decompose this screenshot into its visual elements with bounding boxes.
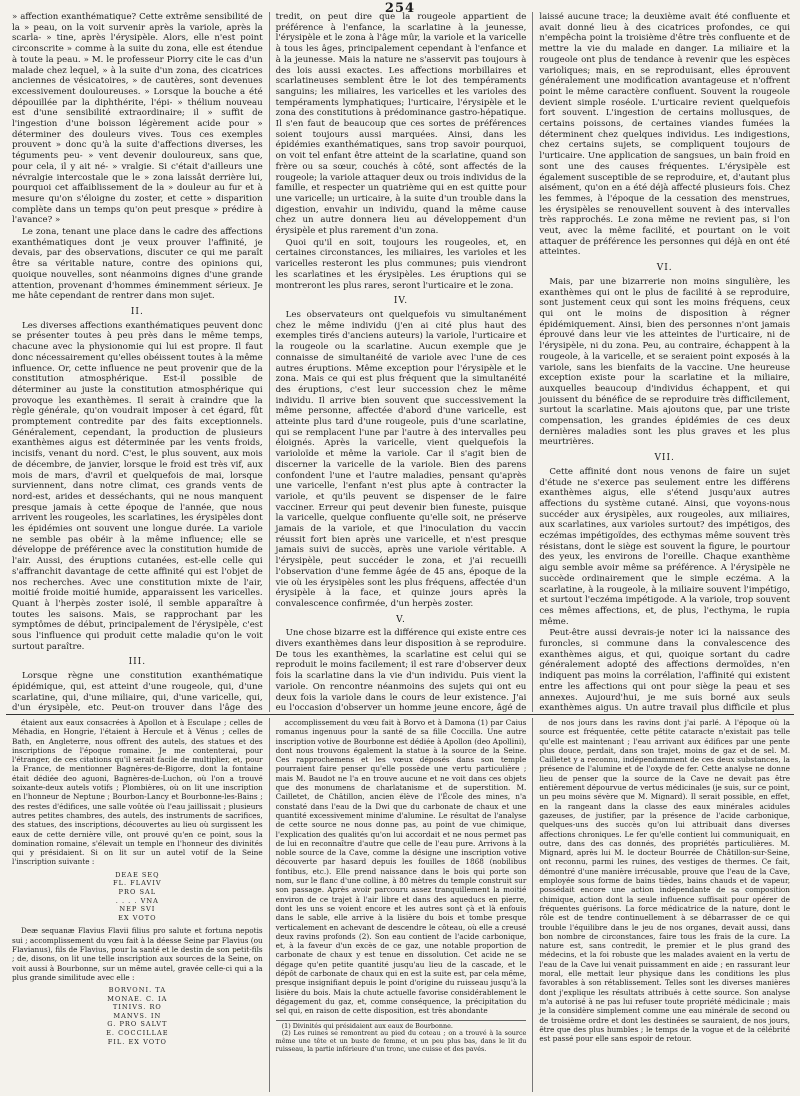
inscription-line: NEP SVI (119, 905, 156, 914)
page-number: 254 (384, 1, 416, 16)
inscription-sequana (12, 871, 263, 923)
section-heading: III. (128, 657, 147, 668)
article-paragraph: » affection exanthématique? Cette extrême sensibilité de la » peau, on la voit survenir après la variole, après la scarla- » tine, après l'érysipèle. Alors, elle n'est point circonscrite » comme à la suite du zona, elle est étendue à toute la peau. » M. le professeur Piorry cite le cas d'un malade chez lequel, » à la suite d'un zona, des cicatrices anciennes de vésicatoires, » de cautères, sont devenues excessivement douloureuses. » Lorsque la bouche a été dépouillée par la diphthérite, l'épi- » thélium nouveau est d'une sensibilité extraordinaire; il » suffit de l'ingestion d'une boisson légèrement acide pour » déterminer des douleurs vives. Tous ces exemples prouvent » donc qu'à la suite d'affections diverses, les téguments peu- » vent devenir douloureux, sans que, pour cela, il y ait né- » vralgie. Si c'était d'ailleurs une névralgie intercostale que le » zona laissât derrière lui, pourquoi cet affaiblissement de la » douleur au fur et à mesure qu'on s'éloigne du zoster, et cette » disparition complète dans un temps qu'on peut presque » prédire à l'avance? » (12, 12, 263, 226)
feuilleton-column-1 (6, 718, 269, 1092)
feuilleton (6, 718, 796, 1092)
article-paragraph: Peut-être aussi devrais-je noter ici la naissance des furoncles, si commune dans la convalescence des exanthèmes aigus, et qui, quoique sortant du cadre généralement adopté des affections dermoïdes, n'en indiquent pas moins la corrélation, l'affinité qui existent entre les affections qui ont pour siège la peau et ses annexes. Aujourd'hui, je me suis borné aux seuls exanthèmes aigus. Un autre travail plus difficile et plus (539, 628, 791, 712)
article-paragraph: Mais, par une bizarrerie non moins singulière, les exanthèmes qui ont le plus de facilité à se reproduire, sont justement ceux qui sont les moins fréquens, ceux qui ont le moins de disposition à régner épidémiquement. Ainsi, bien des personnes n'ont jamais éprouvé dans leur vie les atteintes de l'urticaire, ni de l'érysipèle, ni du zona. Peu, au contraire, échappent à la rougeole, à la varicelle, et se seraient point exposés à la variole, sans les bienfaits de la vaccine. Une heureuse exception existe pour la scarlatine et la miliaire, auxquelles beaucoup d'individus échappent, et qui jouissent du bénéfice de se reproduire très difficilement, surtout la scarlatine. Mais ajoutons que, par une triste compensation, les grandes épidémies de ces deux dernières maladies sont les plus graves et les plus meurtrières. (539, 276, 791, 448)
feuilleton-paragraph: accomplissement du vœu fait à Borvo et à Damona (1) par Caius romanus ingenuus pour la santé de sa fille Coccilla. Une autre inscription votive de Bourbonne est dédiée à Apollon (deo Apollini), dont nous trouvons également la statue à la source de la Seine. Ces rapprochemens et les vœux déposés dans son temple pourraient faire penser qu'elle possède une vertu particulière ; mais M. Baudot ne l'a en trouve aucune et ne voit dans ces objets que des monumens de charlatanisme et de superstition. M. Cailletet, de Châtillon, ancien élève de l'École des mines, n'a constaté dans l'eau de la Dwi que du carbonate de chaux et une quantité excessivement minime d'alumine. Le résultat de l'analyse de cette source ne nous donne pas, au point de vue chimique, l'explication des qualités qu'on lui accordait et ne nous permet pas de lui en reconnaître d'autre que celle de l'eau pure. Arrivons à la noble source de la Cave, comme la désigne une inscription votive découverte par hasard depuis les fouilles de 1868 (nobilibus fontibus, etc.). Elle prend naissance dans le bois qui porte son nom, sur le flanc d'une colline, à 80 mètres du temple construit sur son passage. Après avoir parcouru assez tranquillement la moitié environ de ce trajet à l'air libre et dans des aqueducs en pierre, dont les uns se voient encore et les autres sont çà et là enfouis dans le sable, elle arrive à la lisière du bois et tombe presque verticalement en achevant de descendre le côteau, où elle a creusé deux ravins profonds (2). Son eau contient de l'acide carbonique, et, à la faveur d'un excès de ce gaz, une notable proportion de carbonate de chaux y est tenue en dissolution. Cet acide ne se dégage qu'en petite quantité jusqu'au lieu de la cascade, et le dépôt de carbonate de chaux qui en est la suite est, par cela même, presque insignifiant depuis le point d'origine du ruisseau jusqu'à la lisière du bois. Mais la chute actuelle favorise considérablement le dégagement du gaz, et, comme conséquence, la précipitation du sel qui, en raison de cette disposition, est très abondante (275, 718, 527, 1016)
article-paragraph: Le zona, tenant une place dans le cadre des affections exanthématiques dont je veux prouver l'affinité, je devais, par des observations, discuter ce qui me paraît être sa véritable nature, contre des opinions qui, quoique nouvelles, sont néanmoins dignes d'une grande attention, provenant d'hommes éminemment sérieux. Je me hâte cependant de rentrer dans mon sujet. (12, 227, 263, 302)
footnote: (2) Les ruines se remontrent au pied du coteau ; on a trouvé à la source même une tête et un buste de femme, et un peu plus bas, dans le lit du ruisseau, la partie inférieure d'un tronc, une cuisse et des pavés. (275, 1029, 527, 1053)
section-heading: VII. (654, 453, 675, 464)
feuilleton-paragraph: étaient aux eaux consacrées à Apollon et à Esculape ; celles de Méhadia, en Hongrie, l'étaient à Hercule et à Vénus ; celles de Bath, en Angleterre, nous offrent des autels, des statues et des inscriptions de l'époque romaine. Je me contenterai, pour l'étranger, de ces citations qu'il serait facile de multiplier, et, pour la France, de mentionner Bagnères-de-Bigorre, dont la fontaine était dédiée deo aguoni, Bagnères-de-Luchon, où l'on a trouvé soixante-deux autels votifs ; Plombières, où on lit une inscription en l'honneur de Neptune ; Bourbon-Lancy et Bourbonne-les-Bains ; des restes d'édifices, une salle voûtée où l'eau jaillissait ; plusieurs autres petites chambres, des autels, des instruments de sacrifices, des statues, des inscriptions, découvertes au lieu où surgissent les eaux de cette dernière ville, ont prouvé qu'en ce point, sous la domination romaine, s'élevait un temple en l'honneur des divinités qui y présidaient. Si on lit sur un autel votif de la Seine l'inscription suivante : (12, 718, 263, 867)
article-paragraph: Cette affinité dont nous venons de faire un sujet d'étude ne s'exerce pas seulement entre les différens exanthèmes aigus, elle s'étend jusqu'aux autres affections du système cutané. Ainsi, que voyons-nous succéder aux érysipèles, aux rougeoles, aux miliaires, aux scarlatines, aux varioles surtout? des impétigos, des eczémas impétigoïdes, des ecthymas même souvent très résistans, dont le siège est souvent la figure, le pourtour des yeux, les environs de l'oreille. Chaque exanthème aigu semble avoir même sa préférence. A l'érysipèle ne succède ordinairement que le simple eczéma. A la scarlatine, à la rougeole, à la miliaire souvent l'impétigo, et surtout l'eczéma impétigode. A la variole, trop souvent ces mêmes affections, et, de plus, l'ecthyma, le rupia même. (539, 466, 791, 627)
section-heading: VI. (656, 263, 673, 274)
article-paragraph: Les diverses affections exanthématiques peuvent donc se présenter toutes à peu près dans le même temps, chacune avec la physionomie qui lui est propre. Il faut donc nécessairement qu'elles obéissent toutes à la même influence. Or, cette influence ne peut provenir que de la constitution atmosphérique. Est-il possible de déterminer au juste la constitution atmosphérique qui provoque les exanthèmes. Il serait à craindre que la règle générale, qu'on voudrait imposer à cet égard, fût promptement contredite par des faits exceptionnels. Généralement, cependant, la production de plusieurs exanthèmes aigus est déterminée par les vents froids, incisifs, venant du nord. C'est, le plus souvent, aux mois de décembre, de janvier, lorsque le froid est très vif, aux mois de mars, d'avril et quelquefois de mai, lorsque surviennent, dans notre climat, ces grands vents de nord-est, arides et desséchants, qui ne nous manquent presque jamais à cette époque de l'année, que nous arrivent les rougeoles, les scarlatines, les érysipèles dont les épidémies ont souvent une longue durée. La variole ne semble pas obéir à la même influence; elle se développe de préférence avec la constitution humide de l'air. Aussi, des éruptions cutanées, est-elle celle qui s'affranchit davantage de cette affinité qui est l'objet de nos recherches. Avec une constitution mixte de l'air, moitié froide moitié humide, apparaissent les varicelles. Quant à l'herpès zoster isolé, il semble apparaître à toutes les saisons. Mais, se rapprochant par les symptômes de début, principalement de l'érysipèle, c'est sous l'influence qui produit cette maladie qu'on le voit surtout paraître. (12, 320, 263, 652)
feuilleton-column-2 (269, 718, 533, 1092)
article-paragraph: laissé aucune trace; la deuxième avait été confluente et avait donné lieu à des cicatrices profondes, ce qui n'empêcha point la troisième d'être très confluente et de mettre la vie du malade en danger. La miliaire et la rougeole ont plus de tendance à revenir que les espèces varioliques; mais, en se reproduisant, elles éprouvent généralement une modification avantageuse et n'offrent point le même caractère confluent. Souvent la rougeole devient simple roséole. L'urticaire revient quelquefois fort souvent. L'ingestion de certains mollusques, de certains poissons, de certaines viandes fumées la déterminent chez quelques individus. Les indigestions, chez certains sujets, se compliquent toujours de l'urticaire. Une application de sangsues, un bain froid en sont une des causes fréquentes. L'érysipèle est également susceptible de se reproduire, et, d'autant plus aisément, qu'on en a été déjà affecté plusieurs fois. Chez les femmes, à l'époque de la cessation des menstrues, les érysipèles se renouvellent souvent à des intervalles très rapprochés. Le zona même ne revient pas, si l'on veut, avec la même facilité, et pourtant on le voit attaquer de préférence les personnes qui déjà en ont été atteintes. (539, 12, 791, 258)
article-column-3 (532, 12, 796, 712)
article-paragraph: Quoi qu'il en soit, toujours les rougeoles, et, en certaines circonstances, les miliaires, les varioles et les varicelles resteront les plus communes; puis viendront les scarlatines et les érysipèles. Les éruptions qui se montreront les plus rares, seront l'urticaire et le zona. (275, 237, 527, 291)
inscription-line: TINIVS. RO (112, 1003, 162, 1012)
article-paragraph: tredit, on peut dire que la rougeole appartient de préférence à l'enfance, la scarlatine à la jeunesse, l'érysipèle et le zona à l'âge mûr, la variole et la varicelle à tous les âges, principalement cependant à l'enfance et à la jeunesse. Mais la nature ne s'asservit pas toujours à des lois aussi exactes. Les affections morbillaires et scarlatineuses semblent être le lot des tempéraments sanguins; les miliaires, les varicelles et les varioles des tempéraments lymphatiques; l'urticaire, l'érysipèle et le zona des constitutions à prédominance gastro-hépatique. Il s'en faut de beaucoup que ces sortes de préférences soient toujours aussi marquées. Ainsi, dans les épidémies exanthématiques, sans trop savoir pourquoi, on voit tel enfant être atteint de la scarlatine, quand son frère ou sa sœur, couchés à côté, sont affectés de la rougeole; la variole attaquer deux ou trois individus de la famille, et respecter un quatrième qui en est quitte pour une varicelle; un urticaire, à la suite d'un trouble dans la digestion, envahir un individu, quand la même cause chez un autre donnera lieu au développement d'un érysipèle et plus rarement d'un zona. (275, 12, 527, 237)
inscription-line: G. PRO SALVT (107, 1020, 168, 1029)
article-paragraph: Lorsque règne une constitution exanthématique épidémique, qui, est atteint d'une rougeole, qui, d'une scarlatine, qui, d'une miliaire, qui, d'une varicelle, qui, d'un érysipèle, etc. Peut-on trouver dans l'âge des (12, 671, 263, 712)
inscription-line: . . . . VNA (115, 896, 159, 905)
footnote: (1) Divinités qui présidaient aux eaux de Bourbonne. (281, 1021, 453, 1030)
article-paragraph: Les observateurs ont quelquefois vu simultanément chez le même individu (j'en ai cité plus haut des exemples tirés d'anciens auteurs) la variole, l'urticaire et la rougeole ou la scarlatine. Aucun exemple que je connaisse de simultanéité de variole avec l'une de ces autres éruptions. Même exception pour l'érysipèle et le zona. Mais ce qui est plus fréquent que la simultanéité des éruptions, c'est leur succession chez le même individu. Il arrive bien souvent que successivement la même personne, affectée d'abord d'une varicelle, est atteinte plus tard d'une rougeole, puis d'une scarlatine, qui se remplacent l'une par l'autre à des intervalles peu éloignés. Après la varicelle, vient quelquefois la varioloïde et même la variole. Car il s'agit bien de discerner la varicelle de la variole. Bien des parens confondent l'une et l'autre maladies, pensant qu'après une varicelle, l'enfant n'est plus apte à contracter la variole, et qu'ils peuvent se dispenser de le faire vacciner. Erreur qui peut devenir bien funeste, puisque la varicelle, quelque confluente qu'elle soit, ne préserve jamais de la variole, et que l'inoculation du vaccin réussit fort bien après une varicelle, et n'est presque jamais suivi de succès, après une variole véritable. A l'érysipèle, peut succéder le zona, et j'ai recueilli l'observation d'une femme âgée de 45 ans, époque de la vie où les érysipèles sont les plus fréquens, affectée d'un érysipèle à la face, et quinze jours après la convalescence confirmée, d'un herpès zoster. (275, 309, 527, 609)
inscription-line: E. COCCILLAE (106, 1029, 169, 1038)
inscription-line: BORVONI. TA (108, 986, 167, 995)
inscription-line: EX VOTO (118, 913, 157, 922)
main-article (6, 12, 796, 712)
feuilleton-paragraph: de nos jours dans les ravins dont j'ai parlé. A l'époque où la source est fréquentée, cette pétite cataracte n'existait pas telle qu'elle est maintenant ; l'eau arrivant aux édifices par une pente plus douce, perdait, dans son trajet, moins de gaz et de sel. M. Cailletet y a reconnu, indépendamment de ces deux substances, la présence de l'alumine et de l'oxyde de fer. Cette analyse ne donne lieu de penser que la source de la Cave ne devait pas être entièrement dépourvue de vertus médicinales (je suis, sur ce point, un peu moins sévère que M. Mignard). Il serait possible, en effet, en la rangeant dans la classe des eaux minérales acidules gazeuses, de justifier, par la présence de l'acide carbonique, quelques-uns des succès qu'on lui attribuait dans diverses affections chroniques. Le fer qu'elle contient lui communiquait, en outre, dans des cas donnés, des propriétés particulières. M. Mignard, après lui M. le docteur Bourrée de Châtillon-sur-Seine, ont reconnu, parmi les ruines, des vestiges de thermes. Ce fait, démontré d'une manière irrécusable, prouve que l'eau de la Cave, employée sous forme de bains tièdes, bains chauds et de vapeur, possédait encore une action indépendante de sa composition chimique, action dont la seule influence suffisait pour opérer de fréquentes guérisons. La force médicatrice de la nature, dont le rôle est de tendre continuellement à se débarrasser de ce qui trouble l'équilibre dans le jeu de nos organes, devait aussi, dans bon nombre de circonstances, faire tous les frais de la cure. La nature est, sans contredit, le premier et le plus grand des médecins, et la foi robuste que les malades avaient en la vertu de l'eau de la Cave lui venait puissamment en aide ; en rassurant leur moral, elle mettait leur physique dans les conditions les plus favorables à son rétablissement. Telles sont les diverses manières dont j'explique les résultats attribués à cette source. Son analyse m'a autorisé à ne pas lui refuser toute propriété médicinale ; mais je la considère simplement comme une eau minérale de second ou de troisième ordre et dont les destinées se sauraient, de nos jours, être que des plus humbles ; le temps de la vogue et de la célébrité est passé pour elle sans espoir de retour. (539, 718, 791, 1044)
inscription-borvo (12, 986, 263, 1046)
article-column-1 (6, 12, 269, 712)
section-heading: IV. (393, 296, 409, 307)
section-heading: V. (396, 614, 406, 625)
inscription-line: DEAE SEQ (115, 870, 160, 879)
inscription-line: PRO SAL (118, 887, 157, 896)
inscription-line: MANVS. IN (113, 1011, 162, 1020)
section-heading: II. (130, 306, 144, 317)
feuilleton-paragraph: Deæ sequanæ Flavius Flavii filius pro salute et fortuna nepotis sui ; accomplissement du vœu fait à la déesse Seine par Flavius (ou Flavianus), fils de Flavius, pour la santé et le destin de son petit-fils ; de, disons, on lit une telle inscription aux sources de la Seine, on voit aussi à Bourbonne, sur un même autel, gravée celle-ci qui a la plus grande similitude avec elle : (12, 926, 263, 982)
article-paragraph: Une chose bizarre est la différence qui existe entre ces divers exanthèmes dans leur disposition à se reproduire. De tous les exanthèmes, la scarlatine est celui qui se reproduit le moins facilement; il est rare d'observer deux fois la scarlatine dans la vie d'un individu. Puis vient la variole. On rencontre néanmoins des sujets qui ont eu deux fois la variole dans le cours de leur existence. J'ai eu l'occasion d'observer un homme jeune encore, âgé de (275, 628, 527, 712)
article-column-2 (269, 12, 533, 712)
inscription-line: FIL. EX VOTO (107, 1037, 167, 1046)
feuilleton-divider (6, 714, 794, 715)
inscription-line: FL. FLAVIV (113, 879, 162, 888)
inscription-line: MONAE. C. IA (107, 994, 168, 1003)
footnotes (276, 1020, 527, 1054)
feuilleton-column-3 (532, 718, 796, 1092)
